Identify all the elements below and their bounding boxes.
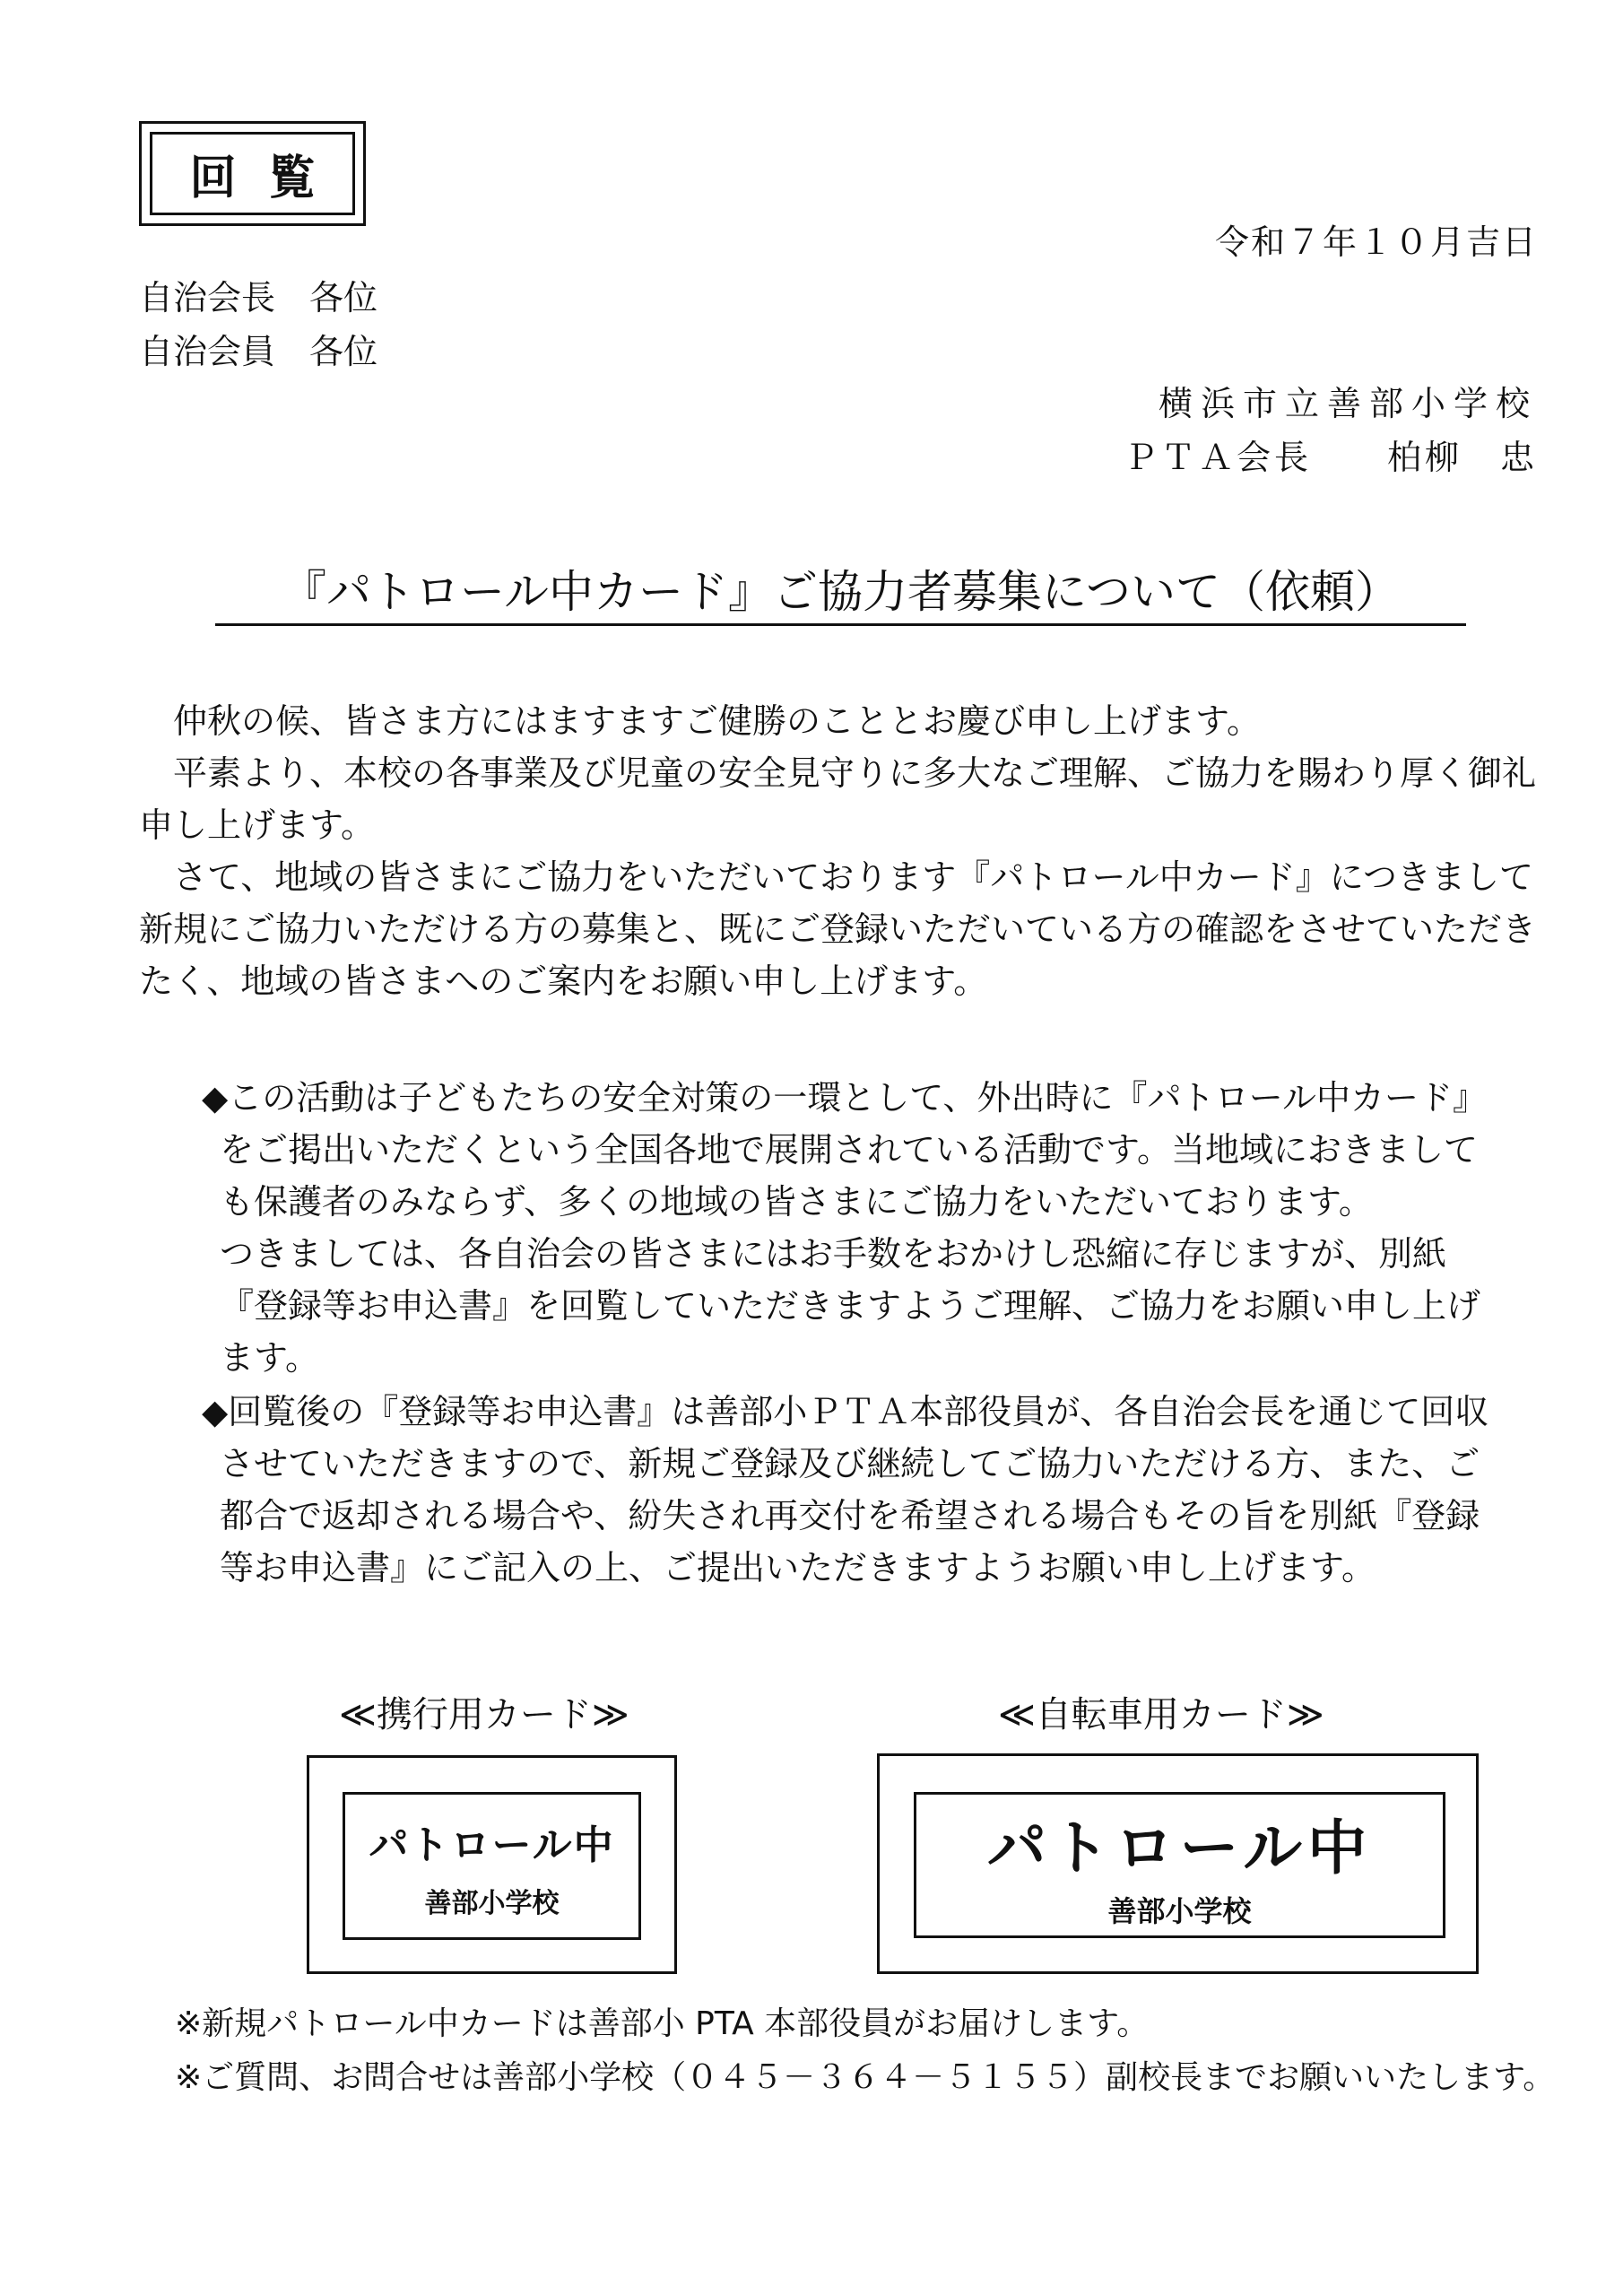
bullet-line: も保護者のみならず、多くの地域の皆さまにご協力をいただいております。: [220, 1182, 1373, 1222]
bullet-collection: [202, 1386, 1511, 1594]
body-line: たく、地域の皆さまへのご案内をお願い申し上げます。: [139, 961, 988, 1001]
body-paragraphs: [139, 695, 1538, 1007]
note-delivery: ※新規パトロール中カードは善部小 PTA 本部役員がお届けします。: [175, 2005, 1150, 2042]
body-line: さて、地域の皆さまにご協力をいただいております『パトロール中カード』につきまして: [173, 857, 1533, 897]
body-line: 仲秋の候、皆さま方にはますますご健勝のこととお慶び申し上げます。: [173, 701, 1261, 741]
bullet-line: 等お申込書』にご記入の上、ご提出いただきますようお願い申し上げます。: [220, 1548, 1376, 1587]
addressee-2: 自治会員 各位: [139, 332, 378, 371]
document-date: 令和７年１０月吉日: [1214, 222, 1538, 262]
carry-card-school: 善部小学校: [424, 1887, 560, 1919]
bullet-line: つきましては、各自治会の皆さまにはお手数をおかけし恐縮に存じますが、別紙: [220, 1234, 1447, 1274]
bullet-line: 都合で返却される場合や、紛失され再交付を希望される場合もその旨を別紙『登録: [220, 1496, 1480, 1535]
bullet-line: ◆この活動は子どもたちの安全対策の一環として、外出時に『パトロール中カード』: [202, 1078, 1487, 1118]
body-line: 平素より、本校の各事業及び児童の安全見守りに多大なご理解、ご協力を賜わり厚く御礼: [173, 753, 1537, 793]
sender-school: 横浜市立善部小学校: [1158, 384, 1538, 423]
carry-card-title: パトロール中: [369, 1822, 615, 1868]
note-contact: ※ご質問、お問合せは善部小学校（０４５－３６４－５１５５）副校長までお願いいたします。: [175, 2059, 1556, 2096]
bullet-line: ◆回覧後の『登録等お申込書』は善部小ＰＴＡ本部役員が、各自治会長を通じて回収: [202, 1392, 1489, 1431]
sender-name: ＰＴＡ会長 柏柳 忠: [1123, 438, 1538, 477]
bullet-line: させていただきますので、新規ご登録及び継続してご協力いただける方、また、ご: [220, 1444, 1480, 1483]
kairan-box: [139, 121, 366, 226]
carry-card: [307, 1755, 677, 1974]
bike-card-inner: [914, 1792, 1445, 1938]
bike-card-school: 善部小学校: [1107, 1894, 1252, 1928]
carry-card-label: ≪携行用カード≫: [339, 1694, 629, 1735]
body-line: 新規にご協力いただける方の募集と、既にご登録いただいている方の確認をさせていただき: [139, 909, 1537, 949]
bullet-line: ます。: [220, 1338, 319, 1378]
carry-card-inner: [343, 1792, 641, 1940]
kairan-label: 回覧: [150, 132, 355, 215]
bullet-activity: [202, 1072, 1511, 1384]
bullet-line: をご掲出いただくという全国各地で展開されている活動です。当地域におきまして: [220, 1130, 1478, 1170]
bike-card-label: ≪自転車用カード≫: [998, 1694, 1324, 1735]
body-line: 申し上げます。: [139, 805, 375, 845]
bike-card: [877, 1753, 1479, 1974]
document-title: 『パトロール中カード』ご協力者募集について（依頼）: [215, 561, 1466, 626]
bike-card-title: パトロール中: [986, 1813, 1373, 1883]
bullet-line: 『登録等お申込書』を回覧していただきますようご理解、ご協力をお願い申し上げ: [220, 1286, 1481, 1326]
addressee-1: 自治会長 各位: [139, 278, 378, 317]
